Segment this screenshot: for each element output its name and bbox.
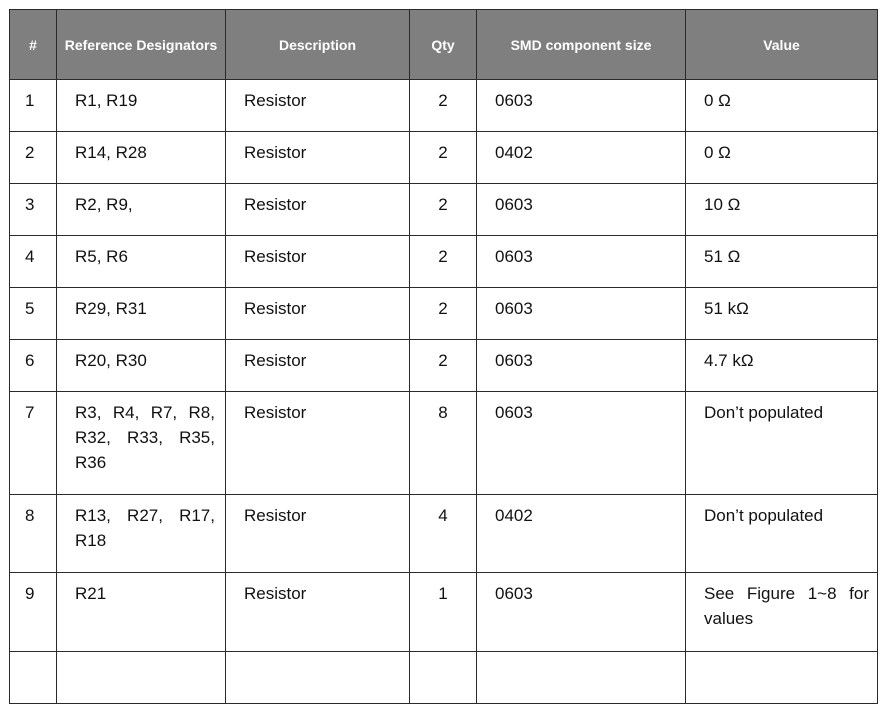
header-description: Description: [226, 10, 410, 80]
header-reference-designators: Reference Designators: [57, 10, 226, 80]
cell-qty: 2: [410, 236, 477, 288]
cell-size: 0603: [477, 392, 686, 495]
cell-value: Don’t populated: [686, 392, 878, 495]
cell-empty: [226, 652, 410, 704]
cell-num: 1: [10, 80, 57, 132]
table-row: [10, 236, 878, 288]
cell-size: 0603: [477, 288, 686, 340]
cell-size: 0402: [477, 495, 686, 573]
table-row: [10, 132, 878, 184]
cell-qty: 1: [410, 573, 477, 652]
cell-qty: 2: [410, 132, 477, 184]
table-row: [10, 184, 878, 236]
table-row-partial: [10, 652, 878, 704]
cell-size: 0603: [477, 236, 686, 288]
cell-desc: Resistor: [226, 132, 410, 184]
table-row: [10, 340, 878, 392]
cell-desc: Resistor: [226, 288, 410, 340]
cell-num: 2: [10, 132, 57, 184]
header-num: #: [10, 10, 57, 80]
cell-empty: [410, 652, 477, 704]
cell-num: 7: [10, 392, 57, 495]
cell-value: 0 Ω: [686, 80, 878, 132]
cell-num: 6: [10, 340, 57, 392]
cell-size: 0402: [477, 132, 686, 184]
table-row: [10, 288, 878, 340]
cell-desc: Resistor: [226, 340, 410, 392]
cell-value: 4.7 kΩ: [686, 340, 878, 392]
table-row: [10, 80, 878, 132]
cell-empty: [10, 652, 57, 704]
cell-ref: R2, R9,: [57, 184, 226, 236]
cell-ref: R14, R28: [57, 132, 226, 184]
cell-empty: [57, 652, 226, 704]
cell-size: 0603: [477, 573, 686, 652]
header-qty: Qty: [410, 10, 477, 80]
cell-size: 0603: [477, 184, 686, 236]
cell-empty: [477, 652, 686, 704]
cell-desc: Resistor: [226, 184, 410, 236]
cell-desc: Resistor: [226, 392, 410, 495]
cell-desc: Resistor: [226, 80, 410, 132]
table-row: [10, 392, 878, 495]
cell-qty: 4: [410, 495, 477, 573]
cell-size: 0603: [477, 80, 686, 132]
table-row: [10, 495, 878, 573]
bom-table: [9, 9, 878, 704]
cell-desc: Resistor: [226, 573, 410, 652]
cell-ref: R13, R27, R17, R18: [57, 495, 226, 573]
cell-value: 0 Ω: [686, 132, 878, 184]
cell-ref: R20, R30: [57, 340, 226, 392]
table-row: [10, 573, 878, 652]
cell-size: 0603: [477, 340, 686, 392]
cell-value: 51 kΩ: [686, 288, 878, 340]
cell-ref: R21: [57, 573, 226, 652]
cell-value: 51 Ω: [686, 236, 878, 288]
cell-num: 5: [10, 288, 57, 340]
cell-ref: R5, R6: [57, 236, 226, 288]
cell-num: 8: [10, 495, 57, 573]
cell-num: 3: [10, 184, 57, 236]
header-value: Value: [686, 10, 878, 80]
cell-num: 4: [10, 236, 57, 288]
cell-qty: 2: [410, 80, 477, 132]
cell-ref: R1, R19: [57, 80, 226, 132]
cell-qty: 8: [410, 392, 477, 495]
cell-qty: 2: [410, 340, 477, 392]
cell-value: See Figure 1~8 for values: [686, 573, 878, 652]
cell-qty: 2: [410, 184, 477, 236]
cell-value: 10 Ω: [686, 184, 878, 236]
header-smd-size: SMD component size: [477, 10, 686, 80]
cell-value: Don’t populated: [686, 495, 878, 573]
cell-empty: [686, 652, 878, 704]
header-row: [10, 10, 878, 80]
cell-ref: R29, R31: [57, 288, 226, 340]
cell-ref: R3, R4, R7, R8, R32, R33, R35, R36: [57, 392, 226, 495]
cell-desc: Resistor: [226, 236, 410, 288]
cell-desc: Resistor: [226, 495, 410, 573]
cell-qty: 2: [410, 288, 477, 340]
cell-num: 9: [10, 573, 57, 652]
